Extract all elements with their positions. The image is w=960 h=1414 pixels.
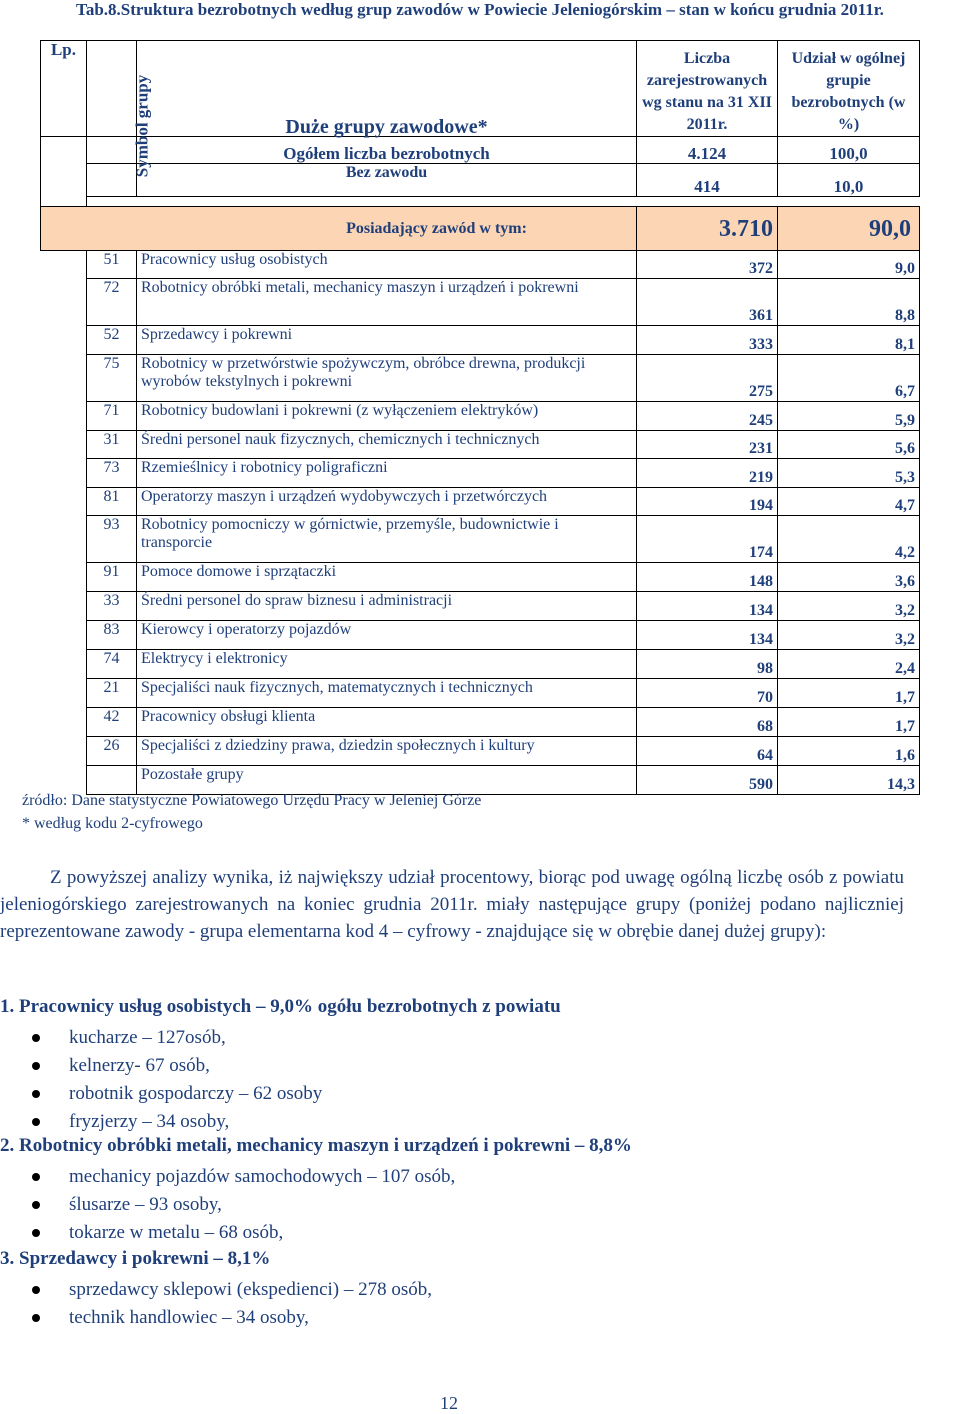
cell-share: 1,6 bbox=[778, 737, 920, 766]
table-row bbox=[41, 650, 920, 679]
cell-name: Specjaliści nauk fizycznych, matematycznych i technicznych bbox=[137, 679, 637, 708]
section-heading: 2. Robotnicy obróbki metali, mechanicy maszyn i urządzeń i pokrewni – 8,8% bbox=[0, 1135, 632, 1156]
table-row bbox=[41, 251, 920, 279]
list-item-text: kucharze – 127osób, bbox=[69, 1027, 226, 1048]
cell-share: 5,3 bbox=[778, 459, 920, 488]
cell-count: 275 bbox=[637, 355, 778, 402]
cell-count: 68 bbox=[637, 708, 778, 737]
cell-code: 51 bbox=[87, 251, 137, 279]
cell-code: 75 bbox=[87, 355, 137, 402]
cell-empty bbox=[41, 279, 87, 326]
analysis-paragraph bbox=[0, 864, 904, 945]
cell-empty bbox=[41, 402, 87, 431]
table-row bbox=[41, 459, 920, 488]
cell-empty bbox=[41, 488, 87, 516]
cell-empty bbox=[41, 431, 87, 459]
list-item-text: robotnik gospodarczy – 62 osoby bbox=[69, 1083, 323, 1104]
bullet-icon bbox=[32, 1062, 40, 1070]
with-profession-label: Posiadający zawód w tym: bbox=[41, 207, 637, 251]
cell-count: 361 bbox=[637, 279, 778, 326]
bullet-icon bbox=[32, 1314, 40, 1322]
list-item bbox=[0, 1108, 322, 1136]
cell-count: 148 bbox=[637, 563, 778, 592]
header-symbol-label: Symbol grupy bbox=[132, 74, 152, 178]
list-item-text: mechanicy pojazdów samochodowych – 107 osób, bbox=[69, 1166, 456, 1187]
bullet-icon bbox=[32, 1201, 40, 1209]
no-profession-label: Bez zawodu bbox=[137, 164, 637, 197]
table-body bbox=[41, 251, 920, 795]
cell-share: 6,7 bbox=[778, 355, 920, 402]
list-item bbox=[0, 1163, 455, 1191]
cell-share: 1,7 bbox=[778, 708, 920, 737]
table-row bbox=[41, 402, 920, 431]
cell-share: 2,4 bbox=[778, 650, 920, 679]
cell-empty bbox=[41, 708, 87, 737]
section-heading: 3. Sprzedawcy i pokrewni – 8,1% bbox=[0, 1248, 271, 1269]
cell-count: 590 bbox=[637, 766, 778, 795]
table-row bbox=[41, 563, 920, 592]
cell-empty bbox=[41, 459, 87, 488]
cell-code: 31 bbox=[87, 431, 137, 459]
total-label: Ogółem liczba bezrobotnych bbox=[137, 137, 637, 164]
list-item-text: technik handlowiec – 34 osoby, bbox=[69, 1307, 309, 1328]
list-item-text: sprzedawcy sklepowi (ekspedienci) – 278 osób, bbox=[69, 1279, 433, 1300]
cell-name: Robotnicy pomocniczy w górnictwie, przemyśle, budownictwie i transporcie bbox=[137, 516, 637, 563]
cell-code: 71 bbox=[87, 402, 137, 431]
cell-code: 26 bbox=[87, 737, 137, 766]
footnote: * według kodu 2-cyfrowego bbox=[22, 815, 203, 832]
header-lp: Lp. bbox=[41, 41, 87, 137]
list-item-text: tokarze w metalu – 68 osób, bbox=[69, 1222, 284, 1243]
list-item bbox=[0, 1024, 322, 1052]
header-count: Liczba zarejestrowanych wg stanu na 31 XII 2011r. bbox=[637, 41, 778, 137]
total-count: 4.124 bbox=[637, 137, 778, 164]
cell-empty bbox=[41, 679, 87, 708]
with-profession-row bbox=[41, 207, 920, 251]
cell-share: 3,2 bbox=[778, 592, 920, 621]
cell-count: 134 bbox=[637, 592, 778, 621]
no-profession-count: 414 bbox=[637, 164, 778, 197]
list-item-text: ślusarze – 93 osoby, bbox=[69, 1194, 222, 1215]
total-row bbox=[41, 137, 920, 164]
cell-count: 64 bbox=[637, 737, 778, 766]
header-share: Udział w ogólnej grupie bezrobotnych (w %) bbox=[778, 41, 920, 137]
cell-count: 194 bbox=[637, 488, 778, 516]
list-item bbox=[0, 1219, 455, 1247]
cell-code: 33 bbox=[87, 592, 137, 621]
table-title: Tab.8.Struktura bezrobotnych według grup zawodów w Powiecie Jeleniogórskim – stan w końcu grudnia 2011r. bbox=[76, 0, 884, 19]
cell-empty bbox=[41, 563, 87, 592]
cell-share: 5,9 bbox=[778, 402, 920, 431]
table-row bbox=[41, 431, 920, 459]
cell-name: Robotnicy budowlani i pokrewni (z wyłączeniem elektryków) bbox=[137, 402, 637, 431]
header-symbol bbox=[87, 41, 152, 178]
total-share: 100,0 bbox=[778, 137, 920, 164]
cell-count: 134 bbox=[637, 621, 778, 650]
cell-name: Operatorzy maszyn i urządzeń wydobywczych i przetwórczych bbox=[137, 488, 637, 516]
table-row bbox=[41, 766, 920, 795]
with-profession-share: 90,0 bbox=[778, 207, 920, 251]
cell-count: 372 bbox=[637, 251, 778, 279]
no-profession-row bbox=[41, 164, 920, 197]
list-item-text: fryzjerzy – 34 osoby, bbox=[69, 1111, 230, 1132]
cell-code: 81 bbox=[87, 488, 137, 516]
cell-empty bbox=[41, 766, 87, 795]
cell-name: Specjaliści z dziedziny prawa, dziedzin społecznych i kultury bbox=[137, 737, 637, 766]
cell-name: Kierowcy i operatorzy pojazdów bbox=[137, 621, 637, 650]
cell-empty bbox=[41, 251, 87, 279]
bullet-list bbox=[0, 1276, 432, 1332]
cell-share: 9,0 bbox=[778, 251, 920, 279]
table-row bbox=[41, 621, 920, 650]
cell-code: 72 bbox=[87, 279, 137, 326]
list-item bbox=[0, 1080, 322, 1108]
cell-empty bbox=[41, 355, 87, 402]
cell-code: 21 bbox=[87, 679, 137, 708]
cell-name: Pracownicy obsługi klienta bbox=[137, 708, 637, 737]
table-row bbox=[41, 737, 920, 766]
cell-empty bbox=[41, 621, 87, 650]
bullet-list bbox=[0, 1024, 322, 1136]
cell-code: 91 bbox=[87, 563, 137, 592]
bullet-list bbox=[0, 1163, 455, 1247]
cell-code: 93 bbox=[87, 516, 137, 563]
cell-name: Rzemieślnicy i robotnicy poligraficzni bbox=[137, 459, 637, 488]
cell-share: 14,3 bbox=[778, 766, 920, 795]
cell-share: 3,2 bbox=[778, 621, 920, 650]
cell-empty bbox=[41, 592, 87, 621]
occupation-table bbox=[40, 40, 920, 795]
bullet-icon bbox=[32, 1118, 40, 1126]
cell-share: 8,1 bbox=[778, 326, 920, 355]
cell-name: Średni personel do spraw biznesu i administracji bbox=[137, 592, 637, 621]
bullet-icon bbox=[32, 1034, 40, 1042]
table-row bbox=[41, 326, 920, 355]
cell-count: 231 bbox=[637, 431, 778, 459]
list-item bbox=[0, 1304, 432, 1332]
cell-code: 52 bbox=[87, 326, 137, 355]
table-row bbox=[41, 708, 920, 737]
section-heading: 1. Pracownicy usług osobistych – 9,0% ogółu bezrobotnych z powiatu bbox=[0, 996, 561, 1017]
analysis-text: Z powyższej analizy wynika, iż największy udział procentowy, biorąc pod uwagę ogólną liczbę osób z powiatu jeleniogórskiego zarejestrowanych na koniec grudnia 2011r. miały następujące grupy (poniżej podano najliczniej reprezentowane zawody - grupa elementarna kod 4 – cyfrowy - znajdujące się w obrębie danej dużej grupy): bbox=[0, 867, 904, 942]
cell-code: 42 bbox=[87, 708, 137, 737]
cell-code: 83 bbox=[87, 621, 137, 650]
list-item bbox=[0, 1191, 455, 1219]
cell-share: 4,7 bbox=[778, 488, 920, 516]
cell-share: 1,7 bbox=[778, 679, 920, 708]
header-groups: Duże grupy zawodowe* bbox=[137, 41, 637, 137]
bullet-icon bbox=[32, 1286, 40, 1294]
table-row bbox=[41, 279, 920, 326]
bullet-icon bbox=[32, 1229, 40, 1237]
table-row bbox=[41, 488, 920, 516]
cell-name: Pomoce domowe i sprzątaczki bbox=[137, 563, 637, 592]
cell-name: Pracownicy usług osobistych bbox=[137, 251, 637, 279]
source-note: źródło: Dane statystyczne Powiatowego Urzędu Pracy w Jeleniej Górze bbox=[22, 792, 482, 809]
cell-empty bbox=[41, 737, 87, 766]
page-number: 12 bbox=[440, 1393, 458, 1413]
cell-code: 73 bbox=[87, 459, 137, 488]
table-row bbox=[41, 679, 920, 708]
cell-name: Sprzedawcy i pokrewni bbox=[137, 326, 637, 355]
cell-count: 70 bbox=[637, 679, 778, 708]
table-row bbox=[41, 355, 920, 402]
cell-count: 245 bbox=[637, 402, 778, 431]
cell-name: Elektrycy i elektronicy bbox=[137, 650, 637, 679]
cell-share: 3,6 bbox=[778, 563, 920, 592]
cell-count: 219 bbox=[637, 459, 778, 488]
cell-share: 4,2 bbox=[778, 516, 920, 563]
list-item bbox=[0, 1052, 322, 1080]
cell-name: Robotnicy w przetwórstwie spożywczym, obróbce drewna, produkcji wyrobów tekstylnych i pokrewni bbox=[137, 355, 637, 402]
cell-empty bbox=[41, 650, 87, 679]
cell-count: 333 bbox=[637, 326, 778, 355]
cell-name: Pozostałe grupy bbox=[137, 766, 637, 795]
bullet-icon bbox=[32, 1090, 40, 1098]
cell-share: 5,6 bbox=[778, 431, 920, 459]
cell-share: 8,8 bbox=[778, 279, 920, 326]
table-row bbox=[41, 516, 920, 563]
cell-count: 174 bbox=[637, 516, 778, 563]
no-profession-share: 10,0 bbox=[778, 164, 920, 197]
cell-code: 74 bbox=[87, 650, 137, 679]
cell-empty bbox=[41, 516, 87, 563]
list-item-text: kelnerzy- 67 osób, bbox=[69, 1055, 210, 1076]
list-item bbox=[0, 1276, 432, 1304]
table-row bbox=[41, 592, 920, 621]
cell-empty bbox=[41, 326, 87, 355]
cell-code bbox=[87, 766, 137, 795]
cell-name: Robotnicy obróbki metali, mechanicy maszyn i urządzeń i pokrewni bbox=[137, 279, 637, 326]
table-header-row bbox=[41, 41, 920, 137]
cell-name: Średni personel nauk fizycznych, chemicznych i technicznych bbox=[137, 431, 637, 459]
bullet-icon bbox=[32, 1173, 40, 1181]
cell-count: 98 bbox=[637, 650, 778, 679]
with-profession-count: 3.710 bbox=[637, 207, 778, 251]
